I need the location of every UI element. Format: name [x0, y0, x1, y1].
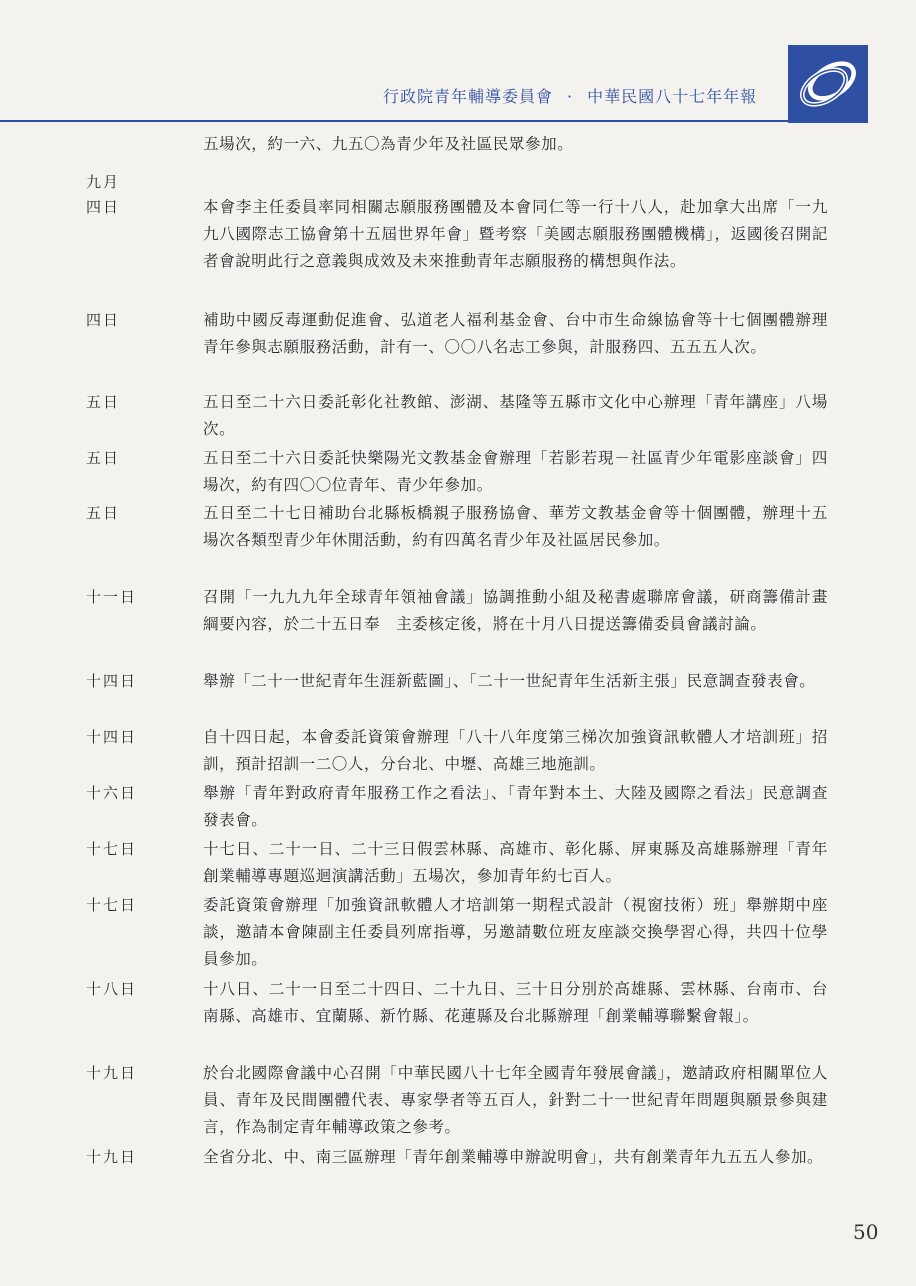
entry-text: 委託資策會辦理「加強資訊軟體人才培訓第一期程式設計（視窗技術）班」舉辦期中座談，邀請本會陳副主任委員列席指導，另邀請數位班友座談交換學習心得，共四十位學員參加。 [203, 896, 828, 968]
header-title [383, 84, 757, 107]
entry-text: 補助中國反毒運動促進會、弘道老人福利基金會、台中市生命線協會等十七個團體辦理青年參與志願服務活動，計有一、〇〇八名志工參與，計服務四、五五五人次。 [203, 311, 828, 356]
entry-text: 十七日、二十一日、二十三日假雲林縣、高雄市、彰化縣、屏東縣及高雄縣辦理「青年創業輔導專題巡迴演講活動」五場次，參加青年約七百人。 [203, 840, 828, 885]
entry-text: 本會李主任委員率同相關志願服務團體及本會同仁等一行十八人，赴加拿大出席「一九九八國際志工協會第十五屆世界年會」暨考察「美國志願服務團體機構」，返國後召開記者會說明此行之意義與成效及未來推動青年志願服務的構想與作法。 [203, 198, 828, 270]
entry-date: 十七日 [86, 840, 138, 858]
page-number: 50 [853, 1220, 879, 1244]
entry-date: 四日 [86, 198, 121, 216]
entry-text: 五日至二十六日委託快樂陽光文教基金會辦理「若影若現－社區青少年電影座談會」四場次，約有四〇〇位青年、青少年參加。 [203, 449, 828, 494]
entry-text: 全省分北、中、南三區辦理「青年創業輔導申辦說明會」，共有創業青年九五五人參加。 [203, 1148, 824, 1166]
entry-date: 十七日 [86, 896, 138, 914]
entry-date: 十一日 [86, 588, 138, 606]
header-report: 中華民國八十七年年報 [587, 87, 758, 106]
entry-date: 十九日 [86, 1064, 138, 1082]
entry-date: 五日 [86, 449, 121, 467]
entry-text: 召開「一九九九年全球青年領袖會議」協調推動小組及秘書處聯席會議，研商籌備計畫綱要內容，於二十五日奉 主委核定後，將在十月八日提送籌備委員會議討論。 [203, 588, 828, 633]
entry-text: 五日至二十七日補助台北縣板橋親子服務協會、華芳文教基金會等十個團體，辦理十五場次各類型青少年休閒活動，約有四萬名青少年及社區居民參加。 [203, 504, 828, 549]
entry-text: 自十四日起，本會委託資策會辦理「八十八年度第三梯次加強資訊軟體人才培訓班」招訓，預計招訓一二〇人，分台北、中壢、高雄三地施訓。 [203, 728, 828, 773]
entry-text: 五日至二十六日委託彰化社教館、澎湖、基隆等五縣市文化中心辦理「青年講座」八場次。 [203, 393, 828, 438]
entry-date: 九月 [86, 173, 121, 191]
header-org: 行政院青年輔導委員會 [383, 87, 554, 106]
entry-date: 十六日 [86, 784, 138, 802]
entry-date: 五日 [86, 393, 121, 411]
entry-date: 十八日 [86, 980, 138, 998]
entry-text: 十八日、二十一日至二十四日、二十九日、三十日分別於高雄縣、雲林縣、台南市、台南縣、高雄市、宜蘭縣、新竹縣、花蓮縣及台北縣辦理「創業輔導聯繫會報」。 [203, 980, 828, 1025]
entry-date: 十四日 [86, 672, 138, 690]
entry-text: 舉辦「青年對政府青年服務工作之看法」、「青年對本土、大陸及國際之看法」民意調查發表會。 [203, 784, 828, 829]
entry-text: 五場次，約一六、九五〇為青少年及社區民眾參加。 [203, 135, 574, 153]
rings-icon [788, 45, 868, 123]
entry-date: 十四日 [86, 728, 138, 746]
header-separator: · [567, 87, 574, 106]
entry-text: 舉辦「二十一世紀青年生涯新藍圖」、「二十一世紀青年生活新主張」民意調查發表會。 [203, 672, 816, 690]
entry-date: 四日 [86, 311, 121, 329]
entry-text: 於台北國際會議中心召開「中華民國八十七年全國青年發展會議」，邀請政府相關單位人員、青年及民間團體代表、專家學者等五百人，針對二十一世紀青年問題與願景參與建言，作為制定青年輔導政策之參考。 [203, 1064, 828, 1136]
emblem-logo [788, 45, 868, 123]
header-rule [0, 120, 788, 122]
entry-date: 十九日 [86, 1148, 138, 1166]
entry-date: 五日 [86, 504, 121, 522]
